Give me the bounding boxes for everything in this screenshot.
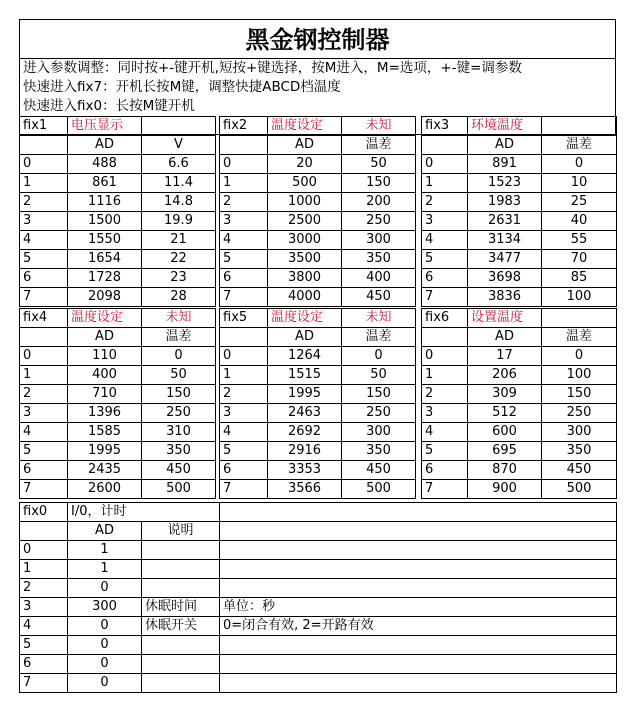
cell-value: 500 xyxy=(268,174,342,193)
cell-value: 1585 xyxy=(68,423,142,442)
cell-value: 891 xyxy=(468,155,542,174)
cell-value: 250 xyxy=(342,212,416,231)
row-index: 4 xyxy=(220,231,268,250)
table-row xyxy=(20,541,617,560)
cell-value: 20 xyxy=(268,155,342,174)
table-label: 温度设定 xyxy=(268,117,342,136)
cell-value: 2692 xyxy=(268,423,342,442)
row-index: 1 xyxy=(220,366,268,385)
cell-value: 488 xyxy=(68,155,142,174)
row-index: 1 xyxy=(20,174,68,193)
row-index: 7 xyxy=(220,288,268,307)
table-id: fix1 xyxy=(20,117,68,136)
description xyxy=(142,579,220,598)
cell-value: 0 xyxy=(68,655,142,674)
cell-value: 1523 xyxy=(468,174,542,193)
cell-value: 110 xyxy=(68,347,142,366)
cell-value: 2463 xyxy=(268,404,342,423)
cell-value: 350 xyxy=(342,442,416,461)
table-row xyxy=(422,423,617,442)
row-index: 4 xyxy=(20,617,68,636)
description xyxy=(220,655,617,674)
table-row xyxy=(220,250,416,269)
cell-value: 206 xyxy=(468,366,542,385)
cell-value: 250 xyxy=(342,404,416,423)
table-row xyxy=(20,579,617,598)
description xyxy=(220,674,617,693)
cell-value: 25 xyxy=(542,193,617,212)
row-index: 1 xyxy=(422,366,468,385)
table-row xyxy=(220,404,416,423)
cell-value: 350 xyxy=(342,250,416,269)
cell-value: 6.6 xyxy=(142,155,216,174)
cell-value: 0 xyxy=(342,347,416,366)
column-header: AD xyxy=(268,136,342,155)
row-index: 0 xyxy=(20,347,68,366)
table-label: 设置温度 xyxy=(468,309,542,328)
row-index: 2 xyxy=(422,193,468,212)
row-index: 3 xyxy=(220,404,268,423)
row-index: 2 xyxy=(20,193,68,212)
page-title: 黑金钢控制器 xyxy=(19,19,616,59)
row-index: 4 xyxy=(220,423,268,442)
table-row xyxy=(220,288,416,307)
cell-value: 350 xyxy=(142,442,216,461)
cell-value: 0 xyxy=(68,617,142,636)
description: 休眠时间 xyxy=(142,598,220,617)
cell-value: 200 xyxy=(342,193,416,212)
table-row xyxy=(422,461,617,480)
table-row xyxy=(422,269,617,288)
table-row xyxy=(422,155,617,174)
blank-cell xyxy=(422,136,468,155)
row-index: 0 xyxy=(20,541,68,560)
row-index: 3 xyxy=(20,404,68,423)
cell-value: 85 xyxy=(542,269,617,288)
row-index: 5 xyxy=(20,636,68,655)
cell-value: 400 xyxy=(68,366,142,385)
cell-value: 3800 xyxy=(268,269,342,288)
cell-value: 1000 xyxy=(268,193,342,212)
table-label: I/0，计时 xyxy=(68,503,220,522)
table-row xyxy=(422,366,617,385)
table-row xyxy=(220,212,416,231)
table-label-2: 未知 xyxy=(342,117,416,136)
table-row xyxy=(422,288,617,307)
cell-value: 900 xyxy=(468,480,542,499)
row-index: 1 xyxy=(220,174,268,193)
table-label: 温度设定 xyxy=(68,309,142,328)
row-index: 1 xyxy=(422,174,468,193)
table-row xyxy=(20,598,617,617)
cell-value: 55 xyxy=(542,231,617,250)
cell-value: 2916 xyxy=(268,442,342,461)
table-row xyxy=(20,288,216,307)
description: 单位：秒 xyxy=(220,598,617,617)
column-header: AD xyxy=(68,136,142,155)
description xyxy=(220,541,617,560)
cell-value: 3353 xyxy=(268,461,342,480)
cell-value: 500 xyxy=(542,480,617,499)
fix2-table xyxy=(219,116,416,307)
cell-value: 100 xyxy=(542,288,617,307)
cell-value: 150 xyxy=(342,174,416,193)
cell-value: 1 xyxy=(68,560,142,579)
fix6-table xyxy=(421,308,617,499)
cell-value: 710 xyxy=(68,385,142,404)
note-line: 快速进入fix0：长按M键开机 xyxy=(23,98,195,114)
cell-value: 300 xyxy=(68,598,142,617)
cell-value: 3134 xyxy=(468,231,542,250)
cell-value: 1728 xyxy=(68,269,142,288)
row-index: 2 xyxy=(220,385,268,404)
row-index: 6 xyxy=(20,269,68,288)
table-label-2 xyxy=(542,309,617,328)
note-line: 进入参数调整：同时按+-键开机,短按+键选择，按M进入，M=选项，+-键=调参数 xyxy=(23,60,522,76)
cell-value: 310 xyxy=(142,423,216,442)
description xyxy=(220,560,617,579)
column-header: AD xyxy=(68,522,142,541)
table-row xyxy=(220,442,416,461)
cell-value: 1264 xyxy=(268,347,342,366)
fix1-table xyxy=(19,116,216,307)
table-row xyxy=(422,193,617,212)
cell-value: 1 xyxy=(68,541,142,560)
cell-value: 23 xyxy=(142,269,216,288)
cell-value: 1983 xyxy=(468,193,542,212)
cell-value: 870 xyxy=(468,461,542,480)
table-row xyxy=(220,193,416,212)
cell-value: 3477 xyxy=(468,250,542,269)
row-index: 0 xyxy=(220,347,268,366)
table-row xyxy=(220,423,416,442)
row-index: 2 xyxy=(20,385,68,404)
cell-value: 512 xyxy=(468,404,542,423)
cell-value: 2500 xyxy=(268,212,342,231)
cell-value: 450 xyxy=(342,461,416,480)
table-label: 温度设定 xyxy=(268,309,342,328)
column-header: 温差 xyxy=(542,328,617,347)
description xyxy=(142,674,220,693)
table-row xyxy=(220,347,416,366)
column-header: 温差 xyxy=(342,136,416,155)
cell-value: 50 xyxy=(342,155,416,174)
cell-value: 300 xyxy=(342,231,416,250)
column-header: AD xyxy=(68,328,142,347)
table-row xyxy=(422,404,617,423)
table-row xyxy=(20,655,617,674)
cell-value: 3566 xyxy=(268,480,342,499)
row-index: 3 xyxy=(422,404,468,423)
cell-value: 450 xyxy=(142,461,216,480)
column-header: 温差 xyxy=(142,328,216,347)
table-row xyxy=(20,347,216,366)
cell-value: 861 xyxy=(68,174,142,193)
table-row xyxy=(20,404,216,423)
row-index: 4 xyxy=(422,231,468,250)
table-row xyxy=(220,480,416,499)
table-row xyxy=(20,250,216,269)
table-row xyxy=(20,636,617,655)
row-index: 6 xyxy=(422,269,468,288)
row-index: 4 xyxy=(422,423,468,442)
table-id: fix6 xyxy=(422,309,468,328)
table-row xyxy=(422,442,617,461)
row-index: 1 xyxy=(20,560,68,579)
fix3-table xyxy=(421,116,617,307)
cell-value: 1995 xyxy=(68,442,142,461)
cell-value: 2600 xyxy=(68,480,142,499)
cell-value: 250 xyxy=(542,404,617,423)
row-index: 7 xyxy=(20,288,68,307)
table-label-2: 未知 xyxy=(342,309,416,328)
blank-cell xyxy=(220,503,617,522)
cell-value: 695 xyxy=(468,442,542,461)
table-row xyxy=(20,442,216,461)
table-row xyxy=(20,560,617,579)
cell-value: 1515 xyxy=(268,366,342,385)
cell-value: 10 xyxy=(542,174,617,193)
row-index: 3 xyxy=(20,212,68,231)
cell-value: 4000 xyxy=(268,288,342,307)
blank-cell xyxy=(422,328,468,347)
table-row xyxy=(20,617,617,636)
cell-value: 3000 xyxy=(268,231,342,250)
blank-cell xyxy=(20,136,68,155)
cell-value: 21 xyxy=(142,231,216,250)
row-index: 4 xyxy=(20,231,68,250)
row-index: 3 xyxy=(20,598,68,617)
table-id: fix0 xyxy=(20,503,68,522)
cell-value: 1995 xyxy=(268,385,342,404)
table-row xyxy=(20,231,216,250)
column-header: 温差 xyxy=(542,136,617,155)
row-index: 0 xyxy=(220,155,268,174)
cell-value: 100 xyxy=(542,366,617,385)
table-row xyxy=(422,212,617,231)
row-index: 6 xyxy=(20,461,68,480)
description: 0=闭合有效, 2=开路有效 xyxy=(220,617,617,636)
cell-value: 11.4 xyxy=(142,174,216,193)
cell-value: 300 xyxy=(542,423,617,442)
cell-value: 0 xyxy=(68,674,142,693)
row-index: 5 xyxy=(220,442,268,461)
description: 休眠开关 xyxy=(142,617,220,636)
row-index: 5 xyxy=(20,442,68,461)
row-index: 5 xyxy=(20,250,68,269)
row-index: 6 xyxy=(220,461,268,480)
table-row xyxy=(422,480,617,499)
table-id: fix3 xyxy=(422,117,468,136)
cell-value: 70 xyxy=(542,250,617,269)
note-line: 快速进入fix7：开机长按M键，调整快捷ABCD档温度 xyxy=(23,79,341,95)
cell-value: 19.9 xyxy=(142,212,216,231)
table-row xyxy=(220,155,416,174)
column-header: AD xyxy=(268,328,342,347)
cell-value: 500 xyxy=(142,480,216,499)
fix5-table xyxy=(219,308,416,499)
table-row xyxy=(422,250,617,269)
table-row xyxy=(220,461,416,480)
table-label-2 xyxy=(142,117,216,136)
row-index: 7 xyxy=(220,480,268,499)
row-index: 3 xyxy=(220,212,268,231)
cell-value: 150 xyxy=(342,385,416,404)
cell-value: 250 xyxy=(142,404,216,423)
table-row xyxy=(220,366,416,385)
table-row xyxy=(20,366,216,385)
row-index: 2 xyxy=(20,579,68,598)
table-row xyxy=(422,347,617,366)
table-label-2 xyxy=(542,117,617,136)
fix0-table xyxy=(19,502,617,693)
column-header: 说明 xyxy=(142,522,220,541)
row-index: 2 xyxy=(422,385,468,404)
table-row xyxy=(422,231,617,250)
column-header: V xyxy=(142,136,216,155)
table-row xyxy=(20,193,216,212)
row-index: 5 xyxy=(220,250,268,269)
table-row xyxy=(422,174,617,193)
cell-value: 2098 xyxy=(68,288,142,307)
table-row xyxy=(20,480,216,499)
cell-value: 0 xyxy=(68,636,142,655)
cell-value: 0 xyxy=(542,347,617,366)
row-index: 5 xyxy=(422,442,468,461)
table-row xyxy=(20,385,216,404)
blank-cell xyxy=(220,522,617,541)
cell-value: 22 xyxy=(142,250,216,269)
cell-value: 3836 xyxy=(468,288,542,307)
table-label-2: 未知 xyxy=(142,309,216,328)
cell-value: 1654 xyxy=(68,250,142,269)
cell-value: 500 xyxy=(342,480,416,499)
cell-value: 50 xyxy=(342,366,416,385)
blank-cell xyxy=(20,522,68,541)
table-row xyxy=(220,174,416,193)
cell-value: 300 xyxy=(342,423,416,442)
description xyxy=(142,636,220,655)
table-row xyxy=(20,674,617,693)
cell-value: 0 xyxy=(68,579,142,598)
blank-cell xyxy=(220,136,268,155)
cell-value: 1500 xyxy=(68,212,142,231)
cell-value: 450 xyxy=(342,288,416,307)
table-row xyxy=(20,269,216,288)
row-index: 6 xyxy=(220,269,268,288)
cell-value: 14.8 xyxy=(142,193,216,212)
table-row xyxy=(220,231,416,250)
cell-value: 2631 xyxy=(468,212,542,231)
cell-value: 0 xyxy=(542,155,617,174)
cell-value: 309 xyxy=(468,385,542,404)
table-id: fix5 xyxy=(220,309,268,328)
description xyxy=(220,579,617,598)
description xyxy=(142,541,220,560)
description xyxy=(142,560,220,579)
description xyxy=(142,655,220,674)
cell-value: 50 xyxy=(142,366,216,385)
table-row xyxy=(220,385,416,404)
cell-value: 28 xyxy=(142,288,216,307)
table-row xyxy=(20,423,216,442)
cell-value: 1116 xyxy=(68,193,142,212)
spreadsheet xyxy=(19,19,616,692)
cell-value: 3500 xyxy=(268,250,342,269)
cell-value: 17 xyxy=(468,347,542,366)
table-row xyxy=(20,212,216,231)
cell-value: 150 xyxy=(142,385,216,404)
cell-value: 400 xyxy=(342,269,416,288)
blank-cell xyxy=(20,328,68,347)
column-header: AD xyxy=(468,328,542,347)
table-id: fix4 xyxy=(20,309,68,328)
cell-value: 150 xyxy=(542,385,617,404)
row-index: 7 xyxy=(422,288,468,307)
row-index: 7 xyxy=(20,480,68,499)
table-label: 电压显示 xyxy=(68,117,142,136)
cell-value: 600 xyxy=(468,423,542,442)
row-index: 0 xyxy=(422,347,468,366)
column-header: AD xyxy=(468,136,542,155)
table-row xyxy=(422,385,617,404)
row-index: 2 xyxy=(220,193,268,212)
cell-value: 450 xyxy=(542,461,617,480)
row-index: 6 xyxy=(422,461,468,480)
blank-cell xyxy=(220,328,268,347)
row-index: 4 xyxy=(20,423,68,442)
column-header: 温差 xyxy=(342,328,416,347)
description xyxy=(220,636,617,655)
cell-value: 40 xyxy=(542,212,617,231)
table-row xyxy=(220,269,416,288)
table-row xyxy=(20,461,216,480)
fix4-table xyxy=(19,308,216,499)
row-index: 3 xyxy=(422,212,468,231)
row-index: 5 xyxy=(422,250,468,269)
row-index: 7 xyxy=(422,480,468,499)
row-index: 0 xyxy=(422,155,468,174)
cell-value: 350 xyxy=(542,442,617,461)
cell-value: 3698 xyxy=(468,269,542,288)
table-row xyxy=(20,174,216,193)
table-label: 环境温度 xyxy=(468,117,542,136)
row-index: 6 xyxy=(20,655,68,674)
cell-value: 0 xyxy=(142,347,216,366)
cell-value: 1550 xyxy=(68,231,142,250)
cell-value: 2435 xyxy=(68,461,142,480)
table-id: fix2 xyxy=(220,117,268,136)
row-index: 1 xyxy=(20,366,68,385)
row-index: 0 xyxy=(20,155,68,174)
table-row xyxy=(20,155,216,174)
row-index: 7 xyxy=(20,674,68,693)
cell-value: 1396 xyxy=(68,404,142,423)
